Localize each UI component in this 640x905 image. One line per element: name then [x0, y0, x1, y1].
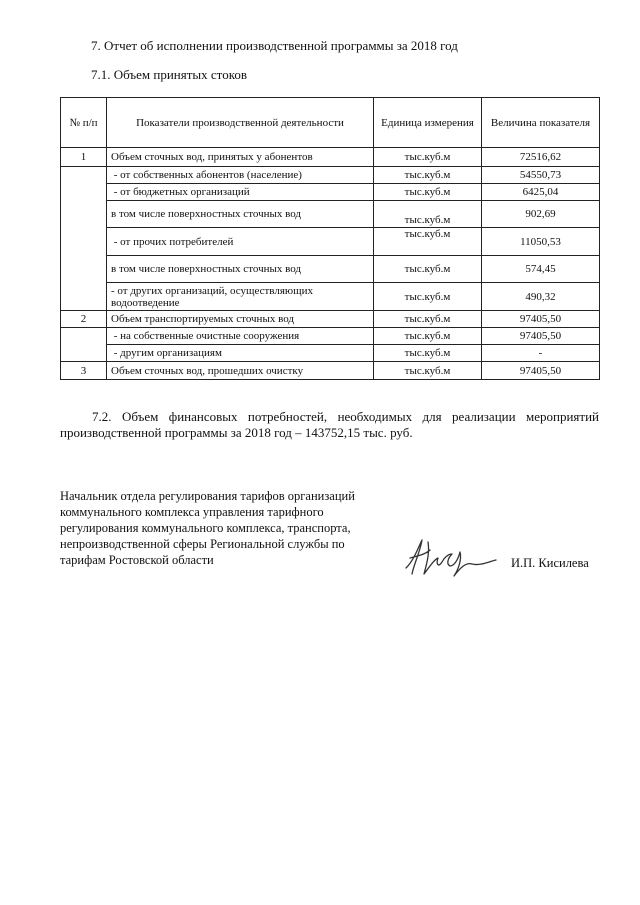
row-unit: тыс.куб.м: [374, 167, 482, 184]
row-num-empty: [61, 167, 107, 311]
row-name: Объем транспортируемых сточных вод: [107, 311, 374, 328]
signature-title-line: непроизводственной сферы Региональной службы по: [60, 537, 345, 551]
row-name: - от бюджетных организаций: [107, 184, 374, 201]
row-value: 72516,62: [482, 148, 600, 167]
row-num-empty: [61, 328, 107, 362]
row-name: - от прочих потребителей: [107, 228, 374, 256]
signature-block: [60, 488, 390, 568]
row-value: 902,69: [482, 201, 600, 228]
row-name: Объем сточных вод, принятых у абонентов: [107, 148, 374, 167]
row-value: 490,32: [482, 283, 600, 311]
row-name: - от других организаций, осуществляющих водоотведение: [107, 283, 374, 311]
section-7-2-paragraph: [60, 409, 599, 441]
table-row: [61, 345, 600, 362]
row-unit: тыс.куб.м: [374, 311, 482, 328]
row-name: Объем сточных вод, прошедших очистку: [107, 362, 374, 380]
row-unit: тыс.куб.м: [374, 256, 482, 283]
wastewater-table: [60, 97, 600, 380]
row-value: 6425,04: [482, 184, 600, 201]
table-row: [61, 311, 600, 328]
row-unit: тыс.куб.м: [374, 184, 482, 201]
table-row: [61, 362, 600, 380]
row-unit: тыс.куб.м: [374, 345, 482, 362]
table-row: [61, 228, 600, 256]
row-name: - другим организациям: [107, 345, 374, 362]
table-header-row: [61, 98, 600, 148]
section-7-heading: 7. Отчет об исполнении производственной программы за 2018 год: [91, 38, 458, 53]
signature-title-line: Начальник отдела регулирования тарифов организаций: [60, 489, 355, 503]
row-unit: тыс.куб.м: [374, 328, 482, 345]
table-row: [61, 167, 600, 184]
header-value: Величина показателя: [482, 98, 600, 148]
row-name: - от собственных абонентов (население): [107, 167, 374, 184]
signatory-name: И.П. Кисилева: [511, 556, 589, 570]
row-value: 574,45: [482, 256, 600, 283]
row-num: 1: [61, 148, 107, 167]
header-indicator: Показатели производственной деятельности: [107, 98, 374, 148]
table-row: [61, 148, 600, 167]
row-num: 3: [61, 362, 107, 380]
header-num: № п/п: [61, 98, 107, 148]
header-unit: Единица измерения: [374, 98, 482, 148]
table-row: [61, 328, 600, 345]
row-name: в том числе поверхностных сточных вод: [107, 201, 374, 228]
row-value: 11050,53: [482, 228, 600, 256]
row-unit: тыс.куб.м: [374, 201, 482, 228]
row-unit: тыс.куб.м: [374, 228, 482, 256]
row-name: в том числе поверхностных сточных вод: [107, 256, 374, 283]
row-value: 97405,50: [482, 311, 600, 328]
table-row: [61, 201, 600, 228]
paragraph-text: 7.2. Объем финансовых потребностей, необходимых для реализации мероприятий производственной программы за 2018 год – 143752,15 тыс. руб.: [60, 409, 599, 440]
row-name: - на собственные очистные сооружения: [107, 328, 374, 345]
row-unit: тыс.куб.м: [374, 362, 482, 380]
row-value: 54550,73: [482, 167, 600, 184]
row-value: -: [482, 345, 600, 362]
handwritten-signature: [400, 532, 500, 582]
row-unit: тыс.куб.м: [374, 148, 482, 167]
row-num: 2: [61, 311, 107, 328]
table-row: [61, 283, 600, 311]
table-row: [61, 184, 600, 201]
signature-title-line: регулирования коммунального комплекса, транспорта,: [60, 521, 351, 535]
table-row: [61, 256, 600, 283]
signature-title-line: коммунального комплекса управления тарифного: [60, 505, 324, 519]
row-unit: тыс.куб.м: [374, 283, 482, 311]
section-7-1-heading: 7.1. Объем принятых стоков: [91, 67, 247, 82]
signature-title-line: тарифам Ростовской области: [60, 553, 214, 567]
row-value: 97405,50: [482, 362, 600, 380]
row-value: 97405,50: [482, 328, 600, 345]
